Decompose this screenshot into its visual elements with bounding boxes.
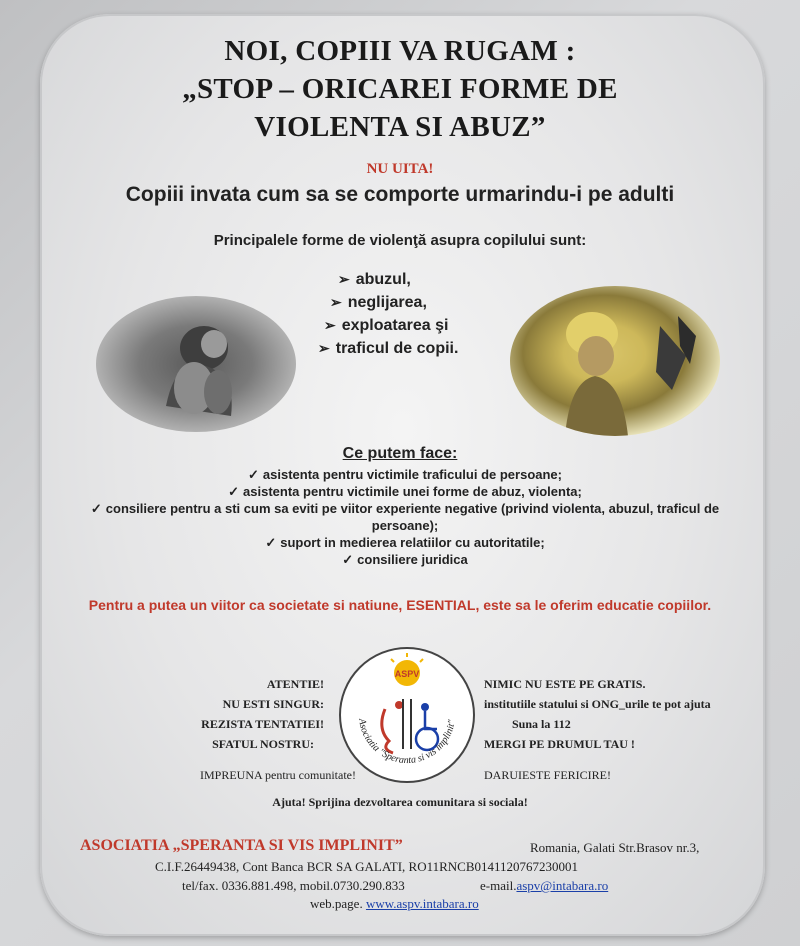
list-item-continuation: persoane);	[371, 518, 439, 533]
label-atentie: ATENTIE!	[266, 677, 324, 691]
red-statement: Pentru a putea un viitor ca societate si natiune, ESENTIAL, este sa le oferim educatie copiilor.	[88, 597, 712, 613]
services-list	[80, 466, 730, 568]
logo-badge-text: ASPV	[394, 669, 420, 679]
logo-graphic	[341, 649, 473, 781]
child-photo-right	[510, 286, 720, 436]
list-item: ➢ abuzul,	[338, 271, 411, 288]
nu-uita-label: NU UITA!	[366, 161, 434, 177]
arrow-bullet-icon: ➢	[330, 294, 342, 310]
list-item: ✓ asistenta pentru victimile unei forme de abuz, violenta;	[228, 484, 582, 499]
child-photo-left	[96, 296, 296, 432]
violence-forms-list	[318, 268, 530, 360]
list-item: ➢ traficul de copii.	[318, 340, 459, 357]
child-scared-image	[510, 286, 720, 436]
logo-ring-text: Asociatia "Speranta si vis implinit"	[356, 717, 458, 767]
list-item: ✓ consiliere juridica	[342, 552, 468, 567]
text-institutii: institutiile statului si ONG_urile te pot ajuta	[484, 697, 711, 711]
title-line-1: NOI, COPIII VA RUGAM :	[224, 35, 576, 67]
text-suna-112: Suna la 112	[512, 717, 571, 731]
label-nu-esti-singur: NU ESTI SINGUR:	[222, 697, 324, 711]
child-hugging-knees-image	[96, 296, 296, 432]
arrow-bullet-icon: ➢	[318, 340, 330, 356]
subtitle: Copiii invata cum sa se comporte urmarindu-i pe adulti	[125, 183, 675, 206]
title-line-2: „STOP – ORICAREI FORME DE	[182, 73, 618, 105]
label-sfatul: SFATUL NOSTRU:	[212, 737, 314, 751]
text-impreuna: IMPREUNA pentru comunitate!	[200, 768, 356, 782]
figure-icon	[382, 709, 393, 753]
checkmark-icon: ✓	[342, 552, 354, 567]
checkmark-icon: ✓	[265, 535, 277, 550]
ajuta-line: Ajuta! Sprijina dezvoltarea comunitara si sociala!	[272, 795, 528, 809]
aspv-logo	[339, 647, 475, 783]
forms-heading: Principalele forme de violenţă asupra copilului sunt:	[213, 232, 587, 249]
checkmark-icon: ✓	[248, 467, 259, 482]
web-line: web.page. www.aspv.intabara.ro	[310, 896, 479, 911]
list-item: ✓ asistenta pentru victimile traficului de persoane;	[248, 467, 562, 482]
list-item: ✓ suport in medierea relatiilor cu autoritatile;	[265, 535, 545, 550]
list-item: ➢ neglijarea,	[330, 294, 427, 311]
address: Romania, Galati Str.Brasov nr.3,	[530, 840, 700, 855]
ce-putem-face-heading: Ce putem face:	[342, 445, 458, 462]
email-link[interactable]: aspv@intabara.ro	[516, 878, 609, 893]
email-line: e-mail.aspv@intabara.ro	[480, 878, 609, 893]
label-rezista: REZISTA TENTATIEI!	[201, 717, 324, 731]
text-nimic-gratis: NIMIC NU ESTE PE GRATIS.	[484, 677, 646, 691]
association-name: ASOCIATIA „SPERANTA SI VIS IMPLINIT”	[80, 837, 403, 854]
text-daruieste: DARUIESTE FERICIRE!	[484, 768, 611, 782]
svg-text:Asociatia "Speranta si vis imp	[356, 717, 458, 766]
arrow-bullet-icon: ➢	[338, 271, 350, 287]
title-line-3: VIOLENTA SI ABUZ”	[254, 111, 546, 143]
list-item: ✓ consiliere pentru a sti cum sa eviti pe viitor experiente negative (privind violenta, abuzul, traficul de	[90, 501, 720, 516]
phone: tel/fax. 0336.881.498, mobil.0730.290.833	[182, 878, 405, 893]
checkmark-icon: ✓	[90, 501, 102, 516]
text-mergi: MERGI PE DRUMUL TAU !	[484, 737, 635, 751]
cif-bank: C.I.F.26449438, Cont Banca BCR SA GALATI, RO11RNCB0141120767230001	[155, 859, 579, 874]
arrow-bullet-icon: ➢	[324, 317, 336, 333]
list-item: ➢ exploatarea şi	[324, 317, 449, 334]
checkmark-icon: ✓	[228, 484, 240, 499]
web-link[interactable]: www.aspv.intabara.ro	[365, 896, 479, 911]
